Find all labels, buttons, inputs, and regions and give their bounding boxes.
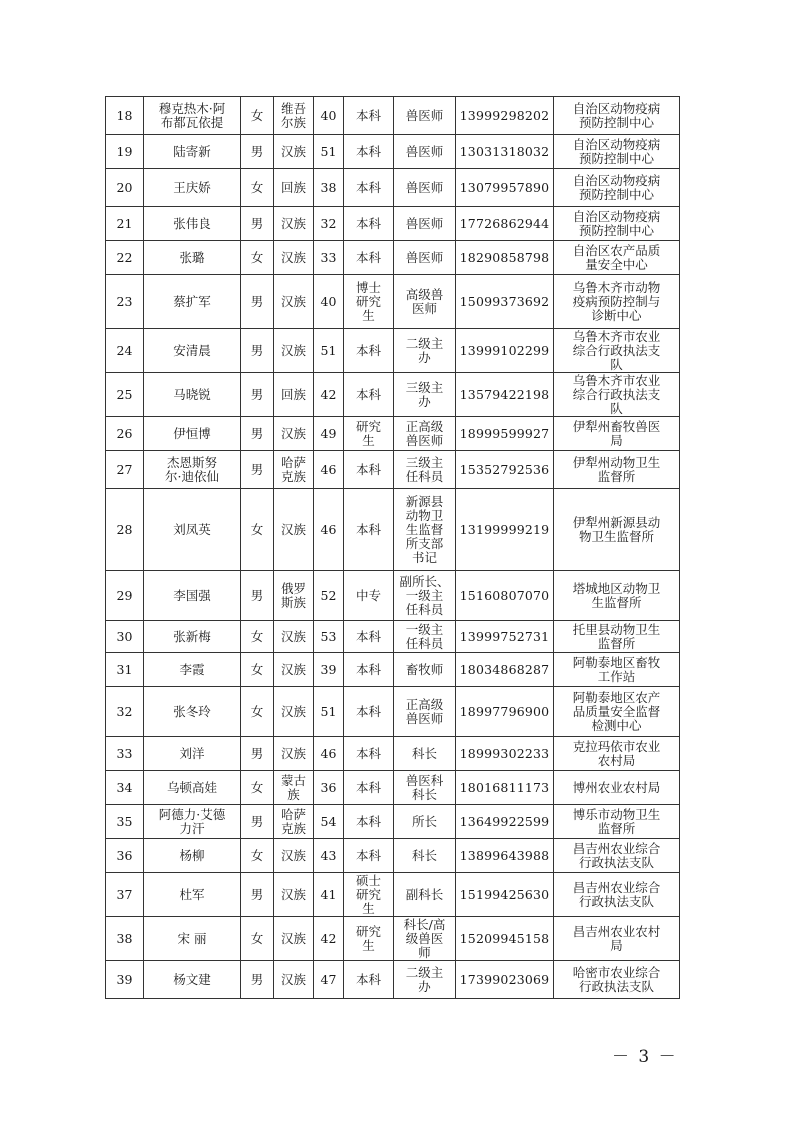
cell-phone: 13999298202	[456, 97, 554, 135]
cell-unit: 博州农业农村局	[554, 771, 680, 805]
cell-age: 46	[314, 451, 344, 489]
cell-gender: 女	[241, 839, 274, 873]
cell-unit: 阿勒泰地区畜牧 工作站	[554, 653, 680, 687]
cell-gender: 男	[241, 961, 274, 999]
cell-gender: 女	[241, 241, 274, 275]
table-row	[106, 207, 680, 241]
cell-title: 兽医师	[394, 241, 456, 275]
cell-title: 正高级 兽医师	[394, 417, 456, 451]
cell-education: 本科	[344, 737, 394, 771]
cell-age: 47	[314, 961, 344, 999]
cell-unit: 托里县动物卫生 监督所	[554, 621, 680, 653]
cell-unit: 自治区动物疫病 预防控制中心	[554, 207, 680, 241]
cell-unit: 自治区动物疫病 预防控制中心	[554, 169, 680, 207]
cell-unit: 伊犁州动物卫生 监督所	[554, 451, 680, 489]
table-row	[106, 135, 680, 169]
cell-age: 39	[314, 653, 344, 687]
cell-name: 阿德力·艾德 力汗	[144, 805, 241, 839]
cell-name: 张伟良	[144, 207, 241, 241]
cell-education: 研究 生	[344, 417, 394, 451]
cell-age: 40	[314, 275, 344, 329]
cell-ethnicity: 汉族	[274, 737, 314, 771]
cell-title: 科长	[394, 737, 456, 771]
table-row	[106, 169, 680, 207]
cell-title: 三级主 办	[394, 373, 456, 417]
cell-education: 本科	[344, 373, 394, 417]
cell-name: 刘凤英	[144, 489, 241, 571]
table-row	[106, 97, 680, 135]
cell-phone: 18290858798	[456, 241, 554, 275]
cell-name: 安清晨	[144, 329, 241, 373]
cell-gender: 女	[241, 653, 274, 687]
cell-ethnicity: 汉族	[274, 135, 314, 169]
cell-phone: 18034868287	[456, 653, 554, 687]
cell-ethnicity: 汉族	[274, 687, 314, 737]
cell-number: 24	[106, 329, 144, 373]
cell-education: 本科	[344, 207, 394, 241]
cell-number: 25	[106, 373, 144, 417]
table-row	[106, 621, 680, 653]
table-row	[106, 805, 680, 839]
cell-gender: 女	[241, 687, 274, 737]
table-row	[106, 241, 680, 275]
cell-age: 41	[314, 873, 344, 917]
cell-number: 34	[106, 771, 144, 805]
cell-gender: 男	[241, 737, 274, 771]
cell-ethnicity: 哈萨 克族	[274, 805, 314, 839]
cell-age: 49	[314, 417, 344, 451]
cell-number: 30	[106, 621, 144, 653]
cell-unit: 塔城地区动物卫 生监督所	[554, 571, 680, 621]
cell-gender: 男	[241, 417, 274, 451]
cell-ethnicity: 回族	[274, 373, 314, 417]
cell-name: 杰恩斯努 尔·迪依仙	[144, 451, 241, 489]
cell-age: 53	[314, 621, 344, 653]
cell-number: 35	[106, 805, 144, 839]
cell-gender: 男	[241, 571, 274, 621]
cell-education: 本科	[344, 653, 394, 687]
cell-gender: 男	[241, 451, 274, 489]
table-row	[106, 653, 680, 687]
cell-education: 本科	[344, 771, 394, 805]
cell-name: 杜军	[144, 873, 241, 917]
cell-ethnicity: 蒙古 族	[274, 771, 314, 805]
cell-gender: 男	[241, 805, 274, 839]
cell-ethnicity: 汉族	[274, 489, 314, 571]
cell-gender: 男	[241, 873, 274, 917]
cell-age: 52	[314, 571, 344, 621]
cell-title: 兽医师	[394, 207, 456, 241]
cell-unit: 乌鲁木齐市农业 综合行政执法支 队	[554, 329, 680, 373]
personnel-table	[105, 96, 680, 999]
cell-number: 38	[106, 917, 144, 961]
cell-ethnicity: 维吾 尔族	[274, 97, 314, 135]
cell-title: 二级主 办	[394, 961, 456, 999]
cell-education: 本科	[344, 97, 394, 135]
cell-gender: 女	[241, 489, 274, 571]
cell-age: 51	[314, 329, 344, 373]
cell-age: 54	[314, 805, 344, 839]
cell-age: 46	[314, 737, 344, 771]
cell-ethnicity: 哈萨 克族	[274, 451, 314, 489]
cell-education: 本科	[344, 451, 394, 489]
table-row	[106, 687, 680, 737]
cell-number: 21	[106, 207, 144, 241]
cell-name: 马晓锐	[144, 373, 241, 417]
cell-phone: 18999599927	[456, 417, 554, 451]
cell-ethnicity: 汉族	[274, 621, 314, 653]
cell-education: 本科	[344, 961, 394, 999]
cell-name: 乌顿高娃	[144, 771, 241, 805]
cell-name: 李霞	[144, 653, 241, 687]
cell-name: 穆克热木·阿 布都瓦依提	[144, 97, 241, 135]
cell-education: 本科	[344, 621, 394, 653]
cell-unit: 自治区农产品质 量安全中心	[554, 241, 680, 275]
cell-number: 23	[106, 275, 144, 329]
cell-education: 本科	[344, 241, 394, 275]
cell-name: 杨柳	[144, 839, 241, 873]
cell-name: 张冬玲	[144, 687, 241, 737]
cell-ethnicity: 汉族	[274, 917, 314, 961]
cell-number: 39	[106, 961, 144, 999]
cell-title: 一级主 任科员	[394, 621, 456, 653]
cell-phone: 13649922599	[456, 805, 554, 839]
cell-number: 31	[106, 653, 144, 687]
table-row	[106, 873, 680, 917]
cell-age: 32	[314, 207, 344, 241]
table-row	[106, 839, 680, 873]
cell-gender: 男	[241, 329, 274, 373]
cell-age: 51	[314, 135, 344, 169]
cell-phone: 13031318032	[456, 135, 554, 169]
cell-education: 本科	[344, 169, 394, 207]
cell-phone: 18997796900	[456, 687, 554, 737]
cell-title: 科长/高 级兽医 师	[394, 917, 456, 961]
cell-ethnicity: 汉族	[274, 839, 314, 873]
cell-ethnicity: 汉族	[274, 417, 314, 451]
cell-unit: 乌鲁木齐市动物 疫病预防控制与 诊断中心	[554, 275, 680, 329]
cell-title: 兽医师	[394, 135, 456, 169]
cell-unit: 伊犁州畜牧兽医 局	[554, 417, 680, 451]
cell-education: 本科	[344, 135, 394, 169]
table-row	[106, 571, 680, 621]
cell-name: 张新梅	[144, 621, 241, 653]
cell-age: 51	[314, 687, 344, 737]
table-row	[106, 737, 680, 771]
cell-ethnicity: 汉族	[274, 241, 314, 275]
table-row	[106, 917, 680, 961]
cell-age: 42	[314, 373, 344, 417]
cell-name: 张璐	[144, 241, 241, 275]
cell-name: 伊恒博	[144, 417, 241, 451]
cell-unit: 乌鲁木齐市农业 综合行政执法支 队	[554, 373, 680, 417]
cell-ethnicity: 汉族	[274, 275, 314, 329]
cell-title: 新源县 动物卫 生监督 所支部 书记	[394, 489, 456, 571]
table-body	[106, 97, 680, 999]
cell-title: 副科长	[394, 873, 456, 917]
cell-gender: 女	[241, 97, 274, 135]
cell-number: 22	[106, 241, 144, 275]
cell-gender: 女	[241, 771, 274, 805]
cell-gender: 男	[241, 275, 274, 329]
cell-number: 29	[106, 571, 144, 621]
cell-number: 27	[106, 451, 144, 489]
cell-education: 本科	[344, 839, 394, 873]
cell-phone: 13079957890	[456, 169, 554, 207]
cell-unit: 昌吉州农业综合 行政执法支队	[554, 873, 680, 917]
cell-education: 研究 生	[344, 917, 394, 961]
cell-number: 37	[106, 873, 144, 917]
cell-phone: 17399023069	[456, 961, 554, 999]
cell-unit: 阿勒泰地区农产 品质量安全监督 检测中心	[554, 687, 680, 737]
cell-education: 本科	[344, 687, 394, 737]
cell-title: 所长	[394, 805, 456, 839]
cell-education: 硕士 研究 生	[344, 873, 394, 917]
cell-title: 三级主 任科员	[394, 451, 456, 489]
cell-phone: 15199425630	[456, 873, 554, 917]
cell-title: 兽医师	[394, 97, 456, 135]
cell-education: 本科	[344, 805, 394, 839]
cell-title: 科长	[394, 839, 456, 873]
cell-title: 正高级 兽医师	[394, 687, 456, 737]
cell-age: 42	[314, 917, 344, 961]
cell-age: 36	[314, 771, 344, 805]
cell-unit: 博乐市动物卫生 监督所	[554, 805, 680, 839]
cell-ethnicity: 俄罗 斯族	[274, 571, 314, 621]
table-row	[106, 417, 680, 451]
table-row	[106, 329, 680, 373]
cell-unit: 哈密市农业综合 行政执法支队	[554, 961, 680, 999]
cell-phone: 18999302233	[456, 737, 554, 771]
cell-unit: 伊犁州新源县动 物卫生监督所	[554, 489, 680, 571]
cell-ethnicity: 汉族	[274, 207, 314, 241]
cell-age: 38	[314, 169, 344, 207]
cell-ethnicity: 汉族	[274, 329, 314, 373]
cell-unit: 自治区动物疫病 预防控制中心	[554, 97, 680, 135]
cell-phone: 15352792536	[456, 451, 554, 489]
cell-number: 19	[106, 135, 144, 169]
cell-number: 33	[106, 737, 144, 771]
cell-phone: 13999102299	[456, 329, 554, 373]
cell-unit: 克拉玛依市农业 农村局	[554, 737, 680, 771]
cell-number: 18	[106, 97, 144, 135]
cell-name: 刘洋	[144, 737, 241, 771]
cell-unit: 昌吉州农业综合 行政执法支队	[554, 839, 680, 873]
cell-gender: 女	[241, 169, 274, 207]
cell-phone: 15209945158	[456, 917, 554, 961]
cell-education: 中专	[344, 571, 394, 621]
cell-title: 畜牧师	[394, 653, 456, 687]
cell-number: 26	[106, 417, 144, 451]
cell-gender: 男	[241, 373, 274, 417]
cell-name: 蔡扩军	[144, 275, 241, 329]
page-number: － 3 －	[612, 1047, 678, 1067]
cell-phone: 15160807070	[456, 571, 554, 621]
cell-ethnicity: 汉族	[274, 961, 314, 999]
cell-title: 副所长、 一级主 任科员	[394, 571, 456, 621]
cell-gender: 男	[241, 207, 274, 241]
cell-phone: 13579422198	[456, 373, 554, 417]
cell-education: 本科	[344, 489, 394, 571]
cell-age: 43	[314, 839, 344, 873]
table-row	[106, 961, 680, 999]
cell-ethnicity: 汉族	[274, 653, 314, 687]
cell-gender: 女	[241, 917, 274, 961]
cell-name: 李国强	[144, 571, 241, 621]
cell-gender: 女	[241, 621, 274, 653]
table-row	[106, 771, 680, 805]
cell-title: 兽医师	[394, 169, 456, 207]
cell-age: 33	[314, 241, 344, 275]
cell-number: 28	[106, 489, 144, 571]
cell-name: 杨文建	[144, 961, 241, 999]
cell-name: 王庆娇	[144, 169, 241, 207]
cell-unit: 昌吉州农业农村 局	[554, 917, 680, 961]
cell-number: 20	[106, 169, 144, 207]
table-row	[106, 275, 680, 329]
cell-phone: 13899643988	[456, 839, 554, 873]
cell-number: 36	[106, 839, 144, 873]
cell-age: 46	[314, 489, 344, 571]
cell-ethnicity: 汉族	[274, 873, 314, 917]
cell-name: 宋 丽	[144, 917, 241, 961]
cell-phone: 13999752731	[456, 621, 554, 653]
cell-title: 高级兽 医师	[394, 275, 456, 329]
cell-phone: 13199999219	[456, 489, 554, 571]
cell-phone: 18016811173	[456, 771, 554, 805]
cell-education: 博士 研究 生	[344, 275, 394, 329]
cell-phone: 15099373692	[456, 275, 554, 329]
cell-unit: 自治区动物疫病 预防控制中心	[554, 135, 680, 169]
cell-title: 兽医科 科长	[394, 771, 456, 805]
cell-name: 陆寄新	[144, 135, 241, 169]
cell-ethnicity: 回族	[274, 169, 314, 207]
cell-phone: 17726862944	[456, 207, 554, 241]
table-row	[106, 489, 680, 571]
cell-gender: 男	[241, 135, 274, 169]
table-row	[106, 451, 680, 489]
table-row	[106, 373, 680, 417]
cell-age: 40	[314, 97, 344, 135]
cell-title: 二级主 办	[394, 329, 456, 373]
cell-number: 32	[106, 687, 144, 737]
cell-education: 本科	[344, 329, 394, 373]
